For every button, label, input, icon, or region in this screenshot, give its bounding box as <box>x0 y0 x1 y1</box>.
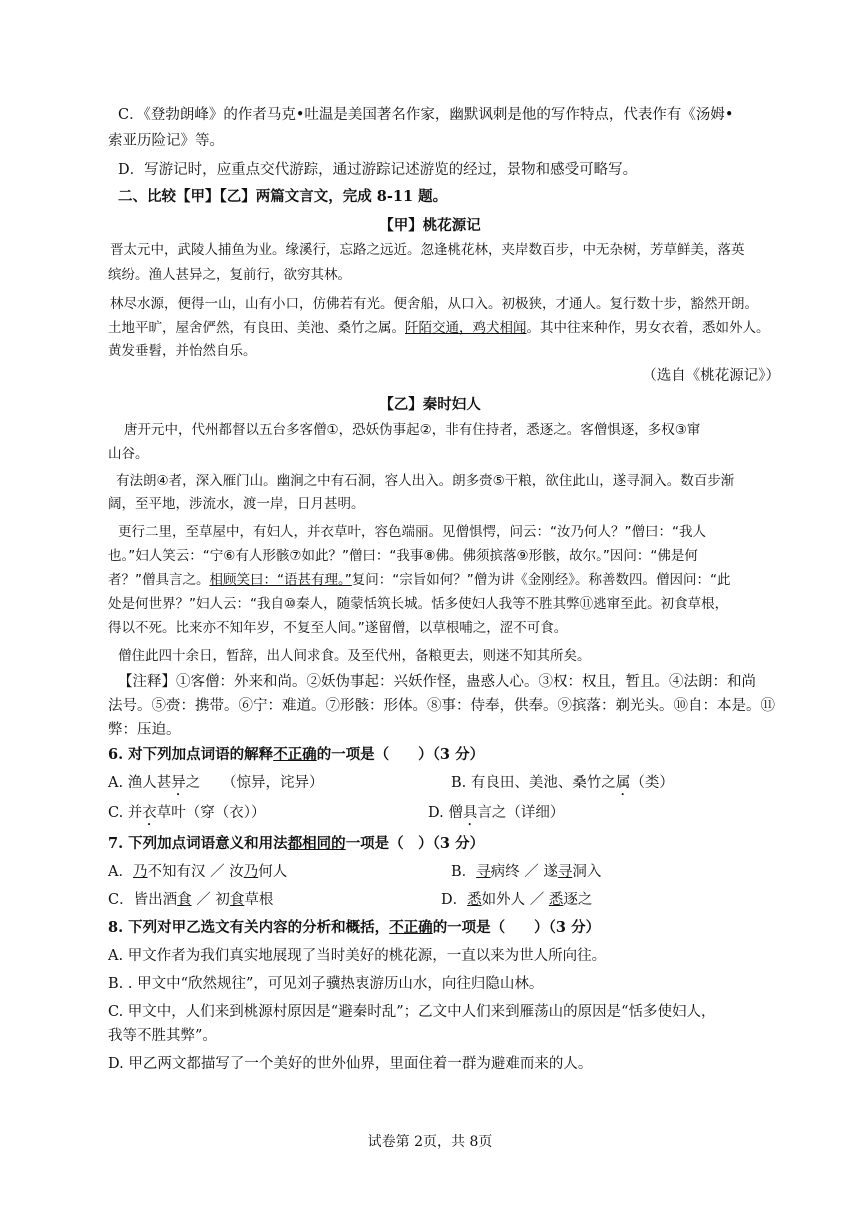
q6-d-dotted-word: 具 <box>462 805 478 821</box>
q7-c-word2: 食 <box>229 892 245 908</box>
q6-d-text: D. 僧 <box>428 805 463 821</box>
q7-stem-text-post: 一项是（ ）（3 分） <box>345 835 485 852</box>
q8-option-a: A. 甲文作者为我们真实地展现了当时美好的桃花源，一直以来为世人所向往。 <box>108 948 607 964</box>
q5-option-c-line2: 索亚历险记》等。 <box>108 133 224 149</box>
q6-c-dotted-word: 衣 <box>142 805 157 821</box>
q7-stem-text: 7. 下列加点词语意义和用法 <box>108 835 288 852</box>
q6-b-text: B. 有良田、美池、桑竹之 <box>451 775 616 791</box>
yi-underlined-phrase: 相顾笑曰：“语甚有理。” <box>209 572 352 588</box>
yi-title: 【乙】秦时妇人 <box>379 396 481 413</box>
q7-a-label: A． <box>108 864 133 880</box>
notes-line1: 【注释】①客僧：外来和尚。②妖伪事起：兴妖作怪，蛊惑人心。③权：权且，暂且。④法朗：和尚 <box>118 674 756 690</box>
yi-p3-line2: 也。”妇人笑云：“宁⑥有人形骸⑦如此？”僧曰：“我事⑧佛。佛须摈落⑨形骸，故尔。”因问：“佛是何 <box>108 548 698 564</box>
q6-stem-emphasis: 不正确 <box>273 746 317 763</box>
q6-c-text-post: 草叶（穿（衣）） <box>156 805 266 821</box>
yi-p3-text-post: 复问：“宗旨如何？”僧为讲《金刚经》。称善数四。僧因问：“此 <box>351 572 731 588</box>
jia-source: （选自《桃花源记》） <box>642 368 780 384</box>
q8-stem <box>108 918 780 938</box>
yi-p1-line1: 唐开元中，代州都督以五台多客僧①，恐妖伪事起②，非有住持者，悉逐之。客僧惧逐，多权③窜 <box>124 422 701 438</box>
jia-p1-line1: 晋太元中，武陵人捕鱼为业。缘溪行，忘路之远近。忽逢桃花林，夹岸数百步，中无杂树，芳草鲜美，落英 <box>110 242 745 258</box>
yi-p3-line5: 得以不死。比来亦不知年岁，不复至人间。”遂留僧，以草根哺之，涩不可食。 <box>108 620 568 636</box>
q6-b-text-post: （类） <box>630 775 674 791</box>
jia-p2-line3: 黄发垂髫，并怡然自乐。 <box>108 343 257 359</box>
q6-d-text-post: 言之（详细） <box>477 805 565 821</box>
yi-p3-line3 <box>108 570 780 590</box>
q8-option-d: D. 甲乙两文都描写了一个美好的世外仙界，里面住着一群为避难而来的人。 <box>108 1056 593 1072</box>
yi-p3-line4: 处是何世界？”妇人云：“我自⑩秦人，随蒙恬筑长城。恬多使妇人我等不胜其弊⑪逃窜至此。初食草根， <box>108 596 729 612</box>
jia-p2-text: 土地平旷，屋舍俨然，有良田、美池、桑竹之属。 <box>108 320 405 336</box>
q7-d-text-post: 逐之 <box>563 892 593 908</box>
q6-stem-text: 6. 对下列加点词语的解释 <box>108 746 274 763</box>
jia-p2-text-post: 。其中往来种作，男女衣着，悉如外人。 <box>526 320 770 336</box>
q7-d-text: 如外人 ／ <box>481 892 549 908</box>
jia-p1-line2: 缤纷。渔人甚异之，复前行，欲穷其林。 <box>108 267 351 283</box>
yi-p3-text: 者？”僧具言之。 <box>108 572 210 588</box>
section-heading: 二、比较【甲】【乙】两篇文言文，完成 8-11 题。 <box>118 188 448 205</box>
q6-b-dotted-word: 属 <box>615 775 631 791</box>
q7-d-label: D． <box>441 892 468 908</box>
q6-a-text: A. 渔人甚 <box>108 775 172 791</box>
q7-stem <box>108 834 780 854</box>
q6-c-text: C. 并 <box>108 805 143 821</box>
q7-a-text: 不知有汉 ／ 汝 <box>147 864 244 880</box>
jia-underlined-phrase: 阡陌交通，鸡犬相闻 <box>405 320 527 336</box>
q6-option-d <box>428 803 780 829</box>
yi-p2-line2: 阔，至平地，涉流水，渡一岸，日月甚明。 <box>108 496 365 512</box>
page-footer: 试卷第 2页，共 8页 <box>367 1134 493 1150</box>
q7-a-word1: 乃 <box>132 864 148 880</box>
q7-a-text-post: 何人 <box>258 864 288 880</box>
q7-option-b <box>451 862 780 882</box>
notes-line3: 弊：压迫。 <box>108 722 181 738</box>
q7-b-label: B． <box>451 864 477 880</box>
q8-option-c-line1: C. 甲文中，人们来到桃源村原因是“避秦时乱”；乙文中人们来到雁荡山的原因是“恬多使妇人， <box>108 1004 716 1020</box>
jia-p2-line1: 林尽水源，便得一山，山有小口，仿佛若有光。便舍船，从口入。初极狭，才通人。复行数十步，豁然开朗。 <box>110 296 758 312</box>
q7-c-word1: 食 <box>177 892 192 908</box>
q7-b-text: 病终 ／ 遂 <box>490 864 558 880</box>
yi-p2-line1: 有法朗④者，深入雁门山。幽涧之中有石洞，容人出入。朗多赍⑤干粮，欲住此山，遂寻洞入。数百步渐 <box>116 473 735 489</box>
q6-stem-text-post: 的一项是（ ）（3 分） <box>316 746 485 763</box>
q6-stem <box>108 745 780 765</box>
jia-title: 【甲】桃花源记 <box>379 217 481 234</box>
yi-p4: 僧住此四十余日，暂辞，出人间求食。及至代州，备粮更去，则迷不知其所矣。 <box>118 648 591 664</box>
yi-p3-line1: 更行二里，至草屋中，有妇人，并衣草叶，容色端丽。见僧惧愕，问云：“汝乃何人？”僧曰：“我人 <box>118 524 706 540</box>
q7-option-d <box>441 890 780 910</box>
q5-option-c-line1: C．《登勃朗峰》的作者马克•吐温是美国著名作家，幽默讽刺是他的写作特点，代表作有《汤姆• <box>118 107 734 123</box>
yi-p1-line2: 山谷。 <box>108 446 149 462</box>
q7-a-word2: 乃 <box>243 864 259 880</box>
q7-d-word1: 悉 <box>467 892 482 908</box>
notes-line2: 法号。⑤赍：携带。⑥宁：难道。⑦形骸：形体。⑧事：侍奉，供奉。⑨摈落：剃光头。⑩自：本是。⑪ <box>108 698 775 714</box>
q8-stem-text-post: 的一项是（ ）（3 分） <box>432 919 601 936</box>
q6-option-b <box>451 773 780 799</box>
q8-stem-emphasis: 不正确 <box>389 919 433 936</box>
q6-a-text-post: 之 （惊异，诧异） <box>185 775 324 791</box>
q7-b-word1: 寻 <box>476 864 491 880</box>
q5-option-d: D．写游记时，应重点交代游踪，通过游踪记述游览的经过，景物和感受可略写。 <box>118 162 638 178</box>
q7-c-text: C．皆出酒 <box>108 892 178 908</box>
q7-c-text-mid: ／ 初 <box>191 892 230 908</box>
q8-stem-text: 8. 下列对甲乙选文有关内容的分析和概括， <box>108 919 390 936</box>
q6-a-dotted-word: 异 <box>171 775 186 791</box>
q7-c-text-post: 草根 <box>244 892 274 908</box>
jia-p2-line2 <box>108 318 780 338</box>
q7-stem-emphasis: 都相同的 <box>287 835 346 852</box>
q7-b-word2: 寻 <box>557 864 573 880</box>
q7-d-word2: 悉 <box>548 892 564 908</box>
q8-option-c-line2: 我等不胜其弊”。 <box>108 1028 217 1044</box>
q7-b-text-post: 洞入 <box>572 864 602 880</box>
q8-option-b: B. . 甲文中“欣然规往”，可见刘子骥热衷游历山水，向往归隐山林。 <box>108 976 544 992</box>
